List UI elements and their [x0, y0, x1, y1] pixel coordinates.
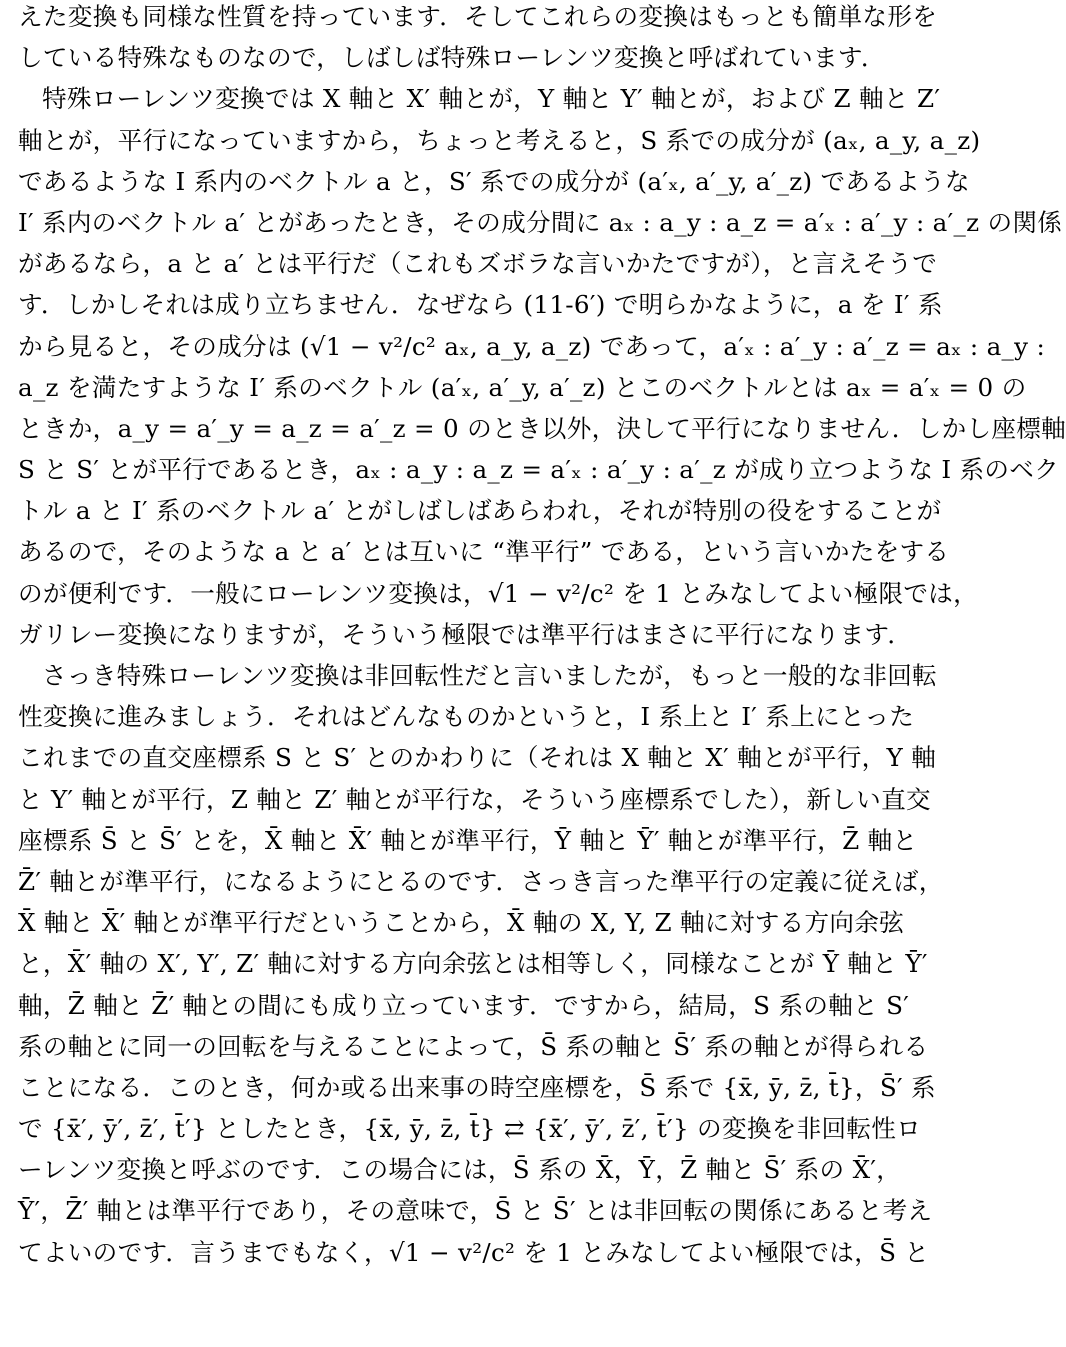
- text-line: 座標系 S̄ と S̄′ とを，X̄ 軸と X̄′ 軸とが準平行，Ȳ 軸と Ȳ′ 軸とが準平行，Z̄ 軸と: [18, 825, 918, 855]
- text-line: あるので，そのような a と a′ とは互いに “準平行” である，という言いかたをする: [18, 537, 950, 567]
- text-line: X̄ 軸と X̄′ 軸とが準平行だということから，X̄ 軸の X, Y, Z 軸に対する方向余弦: [18, 908, 905, 938]
- text-line: Z̄′ 軸とが準平行，になるようにとるのです．さっき言った準平行の定義に従えば，: [18, 866, 944, 896]
- text-line: トル a と I′ 系のベクトル a′ とがしばしばあらわれ，それが特別の役をすることが: [18, 496, 942, 526]
- text-line: これまでの直交座標系 S と S′ とのかわりに（それは X 軸と X′ 軸とが平行，Y 軸: [18, 743, 937, 773]
- text-line: ーレンツ変換と呼ぶのです．この場合には，S̄ 系の X̄，Ȳ，Z̄ 軸と S̄′ 系の X̄′，: [18, 1155, 902, 1185]
- text-line: ことになる．このとき，何か或る出来事の時空座標を，S̄ 系で {x̄, ȳ, z̄, t̄}，S̄′ 系: [18, 1072, 936, 1102]
- paragraph-first-line: さっき特殊ローレンツ変換は非回転性だと言いましたが，もっと一般的な非回転: [42, 661, 938, 690]
- text-line: 系の軸とに同一の回転を与えることによって，S̄ 系の軸と S̄′ 系の軸とが得られる: [18, 1031, 929, 1061]
- text-line: であるような I 系内のベクトル a と，S′ 系での成分が (a′ₓ, a′_y, a′_z) であるような: [18, 166, 970, 196]
- text-line: と，X̄′ 軸の X′, Y′, Z′ 軸に対する方向余弦とは相等しく，同様なことが Ȳ 軸と Ȳ′: [18, 949, 928, 979]
- text-line: 軸とが，平行になっていますから，ちょっと考えると，S 系での成分が (aₓ, a_y, a_z): [18, 125, 981, 155]
- paragraph-first-line: 特殊ローレンツ変換では X 軸と X′ 軸とが，Y 軸と Y′ 軸とが，および Z 軸と Z′: [42, 84, 941, 114]
- text-line: している特殊なものなので，しばしば特殊ローレンツ変換と呼ばれています．: [18, 43, 886, 73]
- text-line: I′ 系内のベクトル a′ とがあったとき，その成分間に aₓ : a_y : a_z = a′ₓ : a′_y : a′_z の関係: [18, 207, 1063, 237]
- text-line: から見ると，その成分は (√1 − v²/c² aₓ, a_y, a_z) であって，a′ₓ : a′_y : a′_z = aₓ : a_y :: [18, 331, 1046, 361]
- text-line: のが便利です．一般にローレンツ変換は，√1 − v²/c² を 1 とみなしてよい極限では，: [18, 578, 979, 608]
- text-line: S と S′ とが平行であるとき，aₓ : a_y : a_z = a′ₓ : a′_y : a′_z が成り立つような I 系のベク: [18, 455, 1060, 485]
- text-line: があるなら，a と a′ とは平行だ（これもズボラな言いかたですが），と言えそうで: [18, 249, 938, 279]
- text-line: と Y′ 軸とが平行，Z 軸と Z′ 軸とが平行な，そういう座標系でした），新しい直交: [18, 784, 931, 814]
- text-line: Ȳ′，Z̄′ 軸とは準平行であり，その意味で，S̄ と S̄′ とは非回転の関係にあると考え: [18, 1196, 933, 1226]
- text-line: ガリレー変換になりますが，そういう極限では準平行はまさに平行になります．: [18, 619, 913, 649]
- text-line: 性変換に進みましょう．それはどんなものかというと，I 系上と I′ 系上にとった: [18, 702, 915, 732]
- text-line: す．しかしそれは成り立ちません．なぜなら (11-6′) で明らかなように，a を I′ 系: [18, 290, 943, 320]
- text-line: てよいのです．言うまでもなく，√1 − v²/c² を 1 とみなしてよい極限では，S̄ と: [18, 1237, 930, 1267]
- text-line: ときか，a_y = a′_y = a_z = a′_z = 0 のとき以外，決して平行になりません．しかし座標軸: [18, 413, 1066, 443]
- text-line: で {x̄′, ȳ′, z̄′, t̄′} としたとき，{x̄, ȳ, z̄, t̄} ⇄ {x̄′, ȳ′, z̄′, t̄′} の変換を非回転性ロ: [18, 1114, 922, 1144]
- text-line: えた変換も同様な性質を持っています．そしてこれらの変換はもっとも簡単な形を: [18, 2, 938, 31]
- text-line: 軸，Z̄ 軸と Z̄′ 軸との間にも成り立っています．ですから，結局，S 系の軸と S′: [18, 990, 910, 1020]
- text-line: a_z を満たすような I′ 系のベクトル (a′ₓ, a′_y, a′_z) とこのベクトルとは aₓ = a′ₓ = 0 の: [18, 372, 1027, 402]
